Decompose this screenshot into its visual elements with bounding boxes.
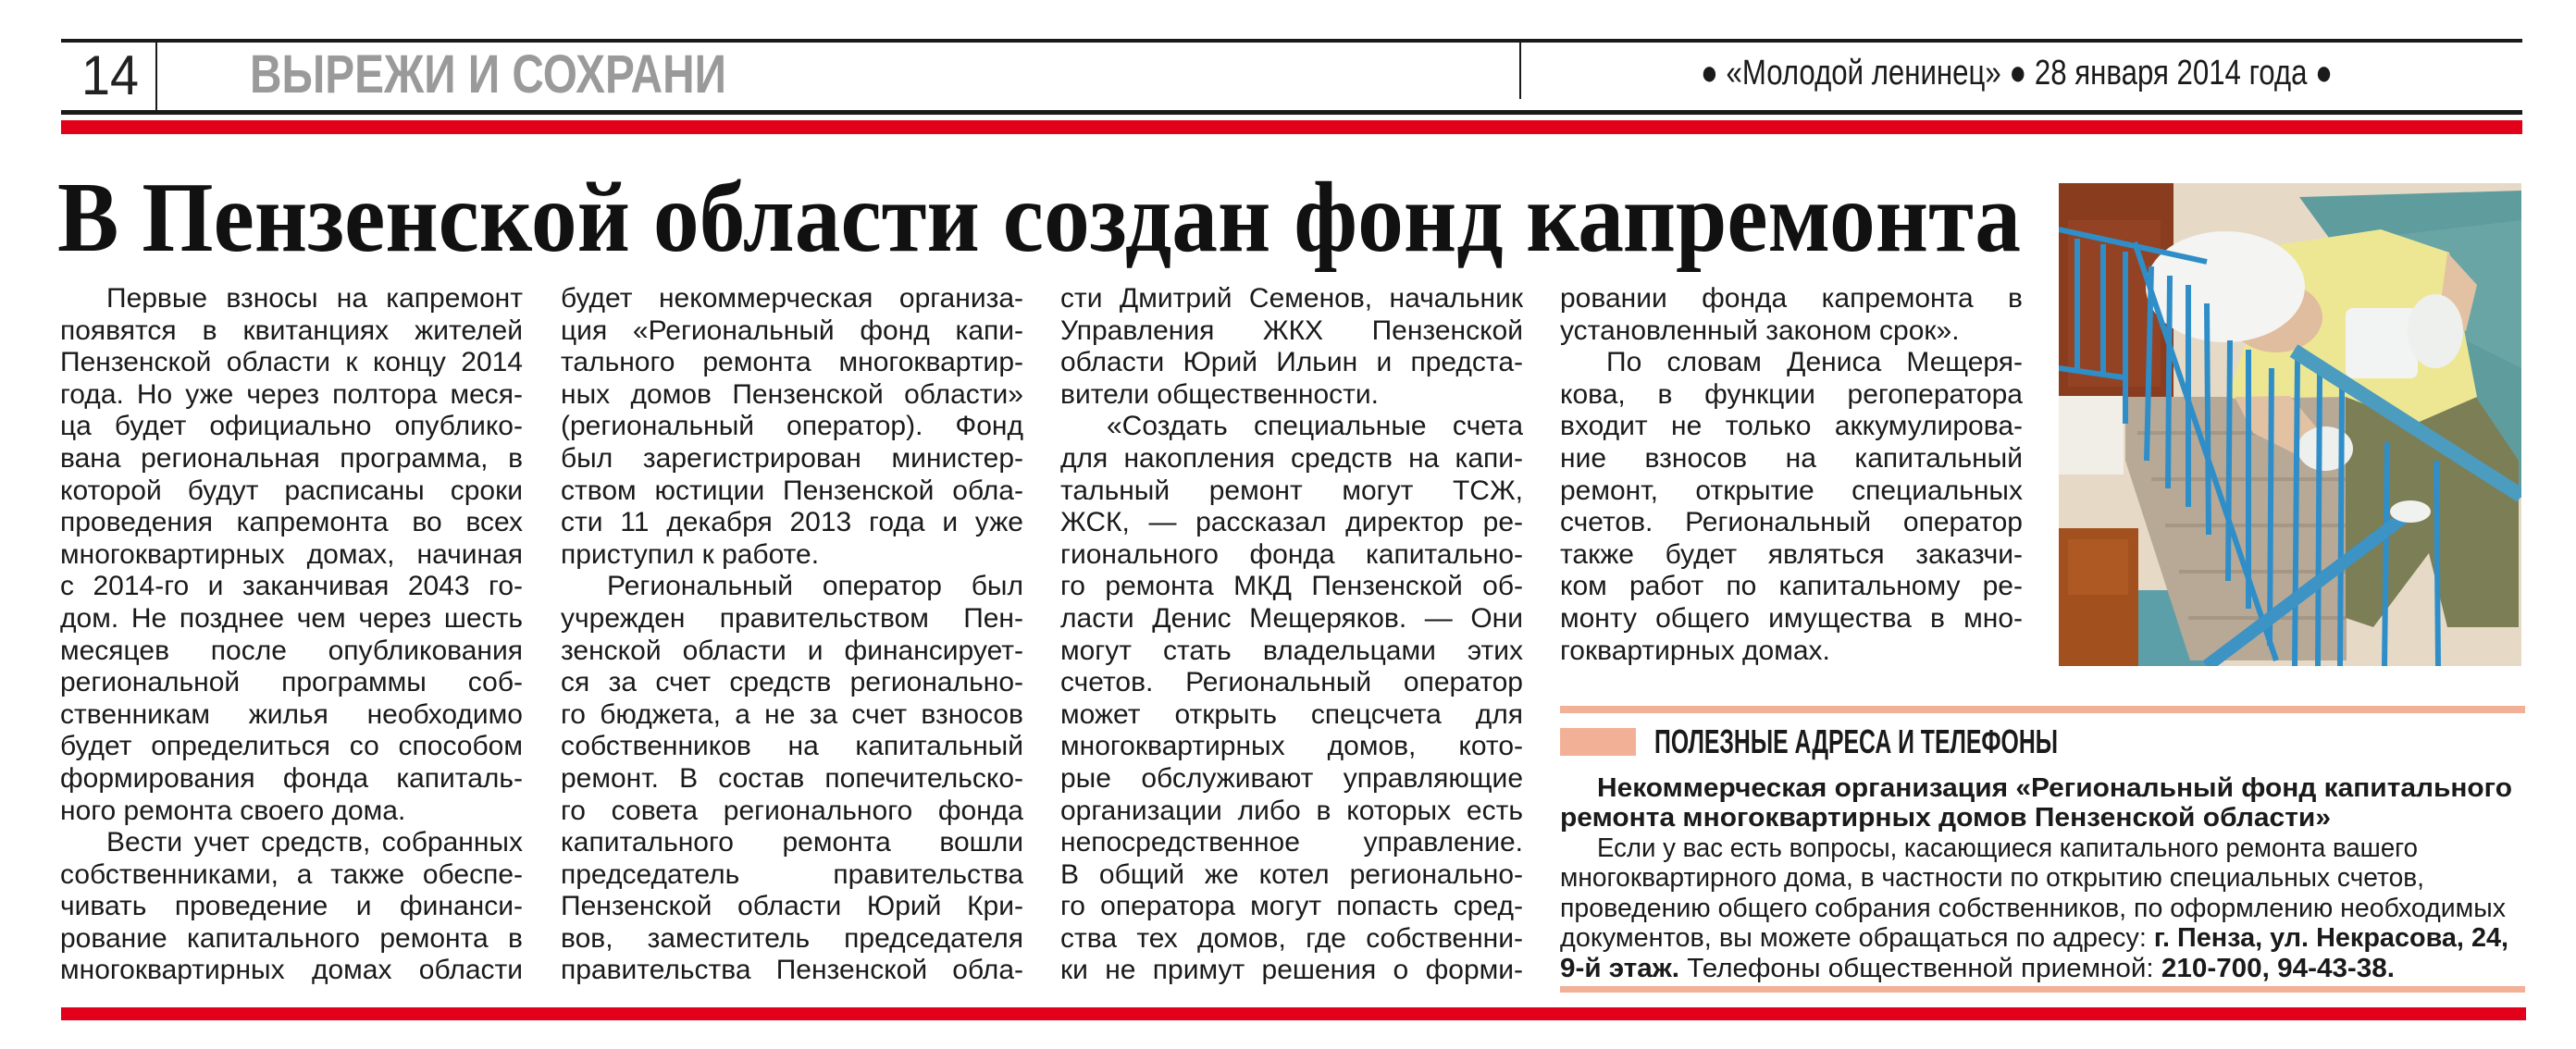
page-number-text: 14 [81,44,139,106]
info-body-line-2 [1560,863,2451,894]
article-text-line: с 2014-го и заканчивая 2043 го- [60,571,523,602]
section-title [250,44,828,105]
article-text-line: Региональный оператор был [607,571,1023,602]
article-text-line: вители общественности. [1060,378,1379,410]
article-text-line: организации либо в которых есть [1060,795,1523,826]
article-text-line: счетов. Региональный оператор [1560,507,2023,538]
article-text-line: ством юстиции Пензенской обла- [561,475,1023,506]
article-text-line: ства тех домов, где собственни- [1060,922,1523,954]
article-text-line: Первые взносы на капремонт [106,283,523,314]
article-text-line: которой будут расписаны сроки [60,475,523,506]
article-text-line: будет определиться со способом [60,731,523,762]
info-phones-label: Телефоны общественной приемной: [1679,954,2161,983]
article-text-line: го ремонта МКД Пензенской об- [1060,571,1523,602]
article-headline [57,163,2188,273]
article-text-line: (региональный оператор). Фонд [561,411,1023,442]
top-red-bar [61,120,2522,134]
section-title-text: ВЫРЕЖИ И СОХРАНИ [250,44,726,105]
issue-date: 28 января 2014 года [2034,54,2308,93]
info-box-title-text: ПОЛЕЗНЫЕ АДРЕСА И ТЕЛЕФОНЫ [1654,722,2058,760]
info-address: г. Пенза, ул. Некрасова, 24, [2153,923,2508,953]
article-text-line: го оператора могут попасть сред- [1060,891,1523,922]
article-text-line: также будет являться заказчи- [1560,538,2023,570]
article-text-line: ЖСК, — рассказал директор ре- [1060,507,1523,538]
info-body-line-1 [1597,833,2459,864]
info-body-line-5 [1560,954,2395,984]
article-text-line: месяцев после опубликования [60,635,523,666]
info-box-bottom-rule [1560,986,2525,993]
article-text-line: приступил к работе. [561,538,820,570]
article-text-line: вана региональная программа, в [60,442,523,474]
bullet-icon: ● [1701,54,1718,93]
masthead-divider [1519,42,1521,99]
article-text-line: Вести учет средств, собранных [106,827,523,858]
info-org-text: Некоммерческая организация «Региональный фонд капитального [1597,773,2512,803]
article-text-line: формирования фонда капиталь- [60,762,523,794]
bullet-icon: ● [2009,54,2027,93]
info-box-title-marker [1560,728,1636,756]
article-text-line: собственниками, а также обеспе- [60,858,523,890]
article-text-line: проведения капремонта во всех [60,507,523,538]
info-address-line [1560,923,2508,954]
article-text-line: будет некоммерческая организа- [561,283,1023,314]
article-text-line: ного ремонта своего дома. [60,795,406,826]
article-text-line: «Создать специальные счета [1107,411,1523,442]
article-text-line: дом. Не позднее чем через шесть [60,602,523,634]
article-text-line: зенской области и финансирует- [561,635,1023,666]
info-org-text: ремонта многоквартирных домов Пензенской области» [1560,803,2331,833]
headline-text: В Пензенской области создан фонд капремонта [57,163,2021,273]
info-address: 9-й этаж. [1560,954,1680,983]
info-body-text: проведению общего собрания собственников, по оформлению необходимых [1560,894,2506,923]
info-box-title [1654,722,2240,760]
article-text-line: ровании фонда капремонта в [1560,283,2023,314]
article-text-line: Пензенской области к концу 2014 [60,347,523,378]
article-text-line: ремонт. В состав попечительско- [561,762,1023,794]
article-text-line: монту общего имущества в мно- [1560,602,2023,634]
bottom-red-bar [61,1007,2526,1020]
masthead-bottom-rule [61,110,2522,115]
article-text-line: рые обслуживают управляющие [1060,762,1523,794]
article-text-line: региональной программы соб- [60,667,523,698]
article-text-line: рование капитального ремонта в [60,922,523,954]
article-text-line: многоквартирных домах области [60,955,523,986]
article-text-line: ся за счет средств регионально- [561,667,1023,698]
article-photo [2059,183,2521,666]
article-text-line: сти Дмитрий Семенов, начальник [1060,283,1523,314]
info-phones-line [1560,954,2395,984]
article-column-4 [1560,283,2023,667]
bullet-icon: ● [2315,54,2333,93]
article-text-line: ремонт, открытие специальных [1560,475,2023,506]
article-text-line: ки не примут решения о форми- [1060,955,1523,986]
article-text-line: чивать проведение и финанси- [60,891,523,922]
article-text-line: ция «Региональный фонд капи- [561,315,1023,346]
article-text-line: счетов. Региональный оператор [1060,667,1523,698]
article-text-line: могут стать владельцами этих [1060,635,1523,666]
info-org-line-1 [1597,773,2512,804]
article-text-line: входит не только аккумулирова- [1560,411,2023,442]
info-body-text: Если у вас есть вопросы, касающиеся капитального ремонта вашего [1597,833,2418,863]
info-body-text: документов, вы можете обращаться по адресу: [1560,923,2154,953]
masthead-line [1701,56,2333,91]
article-text-line: был зарегистрирован министер- [561,442,1023,474]
article-text-line: ных домов Пензенской области» [561,378,1023,410]
article-text-line: может открыть спецсчета для [1060,698,1523,730]
article-text-line: председатель правительства [561,858,1023,890]
article-text-line: области Юрий Ильин и предста- [1060,347,1523,378]
page-number-divider [155,42,157,111]
article-text-line: вов, заместитель председателя [561,922,1023,954]
article-text-line: для накопления средств на капи- [1060,442,1523,474]
article-text-line: правительства Пензенской обла- [561,955,1023,986]
article-text-line: сти 11 декабря 2013 года и уже [561,507,1023,538]
article-text-line: Пензенской области Юрий Кри- [561,891,1023,922]
info-body-line-3 [1560,894,2522,924]
masthead-publication-date [1701,56,2471,91]
article-text-line: ком работ по капитальному ре- [1560,571,2023,602]
article-text-line: По словам Дениса Мещеря- [1606,347,2023,378]
info-box-top-rule [1560,706,2525,713]
page-number [81,44,143,106]
article-text-line: капитального ремонта вошли [561,827,1023,858]
publication-name: «Молодой ленинец» [1726,54,2001,93]
article-text-line: кова, в функции регоператора [1560,378,2023,410]
article-text-line: учрежден правительством Пен- [561,602,1023,634]
article-text-line: Управления ЖКХ Пензенской [1060,315,1523,346]
article-text-line: многоквартирных домов, кото- [1060,731,1523,762]
article-text-line: го совета регионального фонда [561,795,1023,826]
article-text-line: ние взносов на капитальный [1560,442,2023,474]
article-text-line: ственникам жилья необходимо [60,698,523,730]
article-text-line: ласти Денис Мещеряков. — Они [1060,602,1523,634]
article-text-line: ца будет официально опублико- [60,411,523,442]
article-text-line: гоквартирных домах. [1560,635,1830,666]
article-column-3 [1060,283,1523,987]
info-body-text: многоквартирного дома, в частности по открытию специальных счетов, [1560,863,2424,893]
article-column-1 [60,283,523,987]
masthead-top-rule [61,39,2522,43]
article-text-line: тальный ремонт могут ТСЖ, [1060,475,1523,506]
info-org-line-2 [1560,803,2331,833]
info-body-line-4 [1560,923,2515,954]
article-column-2 [561,283,1023,987]
article-text-line: тального ремонта многоквартир- [561,347,1023,378]
info-phones: 210-700, 94-43-38. [2161,954,2395,983]
article-text-line: установленный законом срок». [1560,315,1960,346]
article-text-line: непосредственное управление. [1060,827,1523,858]
article-text-line: собственников на капитальный [561,731,1023,762]
article-text-line: многоквартирных домах, начиная [60,538,523,570]
article-text-line: го бюджета, а не за счет взносов [561,698,1023,730]
article-text-line: года. Но уже через полтора меся- [60,378,523,410]
article-text-line: появятся в квитанциях жителей [60,315,523,346]
article-text-line: В общий же котел регионально- [1060,858,1523,890]
article-text-line: гионального фонда капитально- [1060,538,1523,570]
